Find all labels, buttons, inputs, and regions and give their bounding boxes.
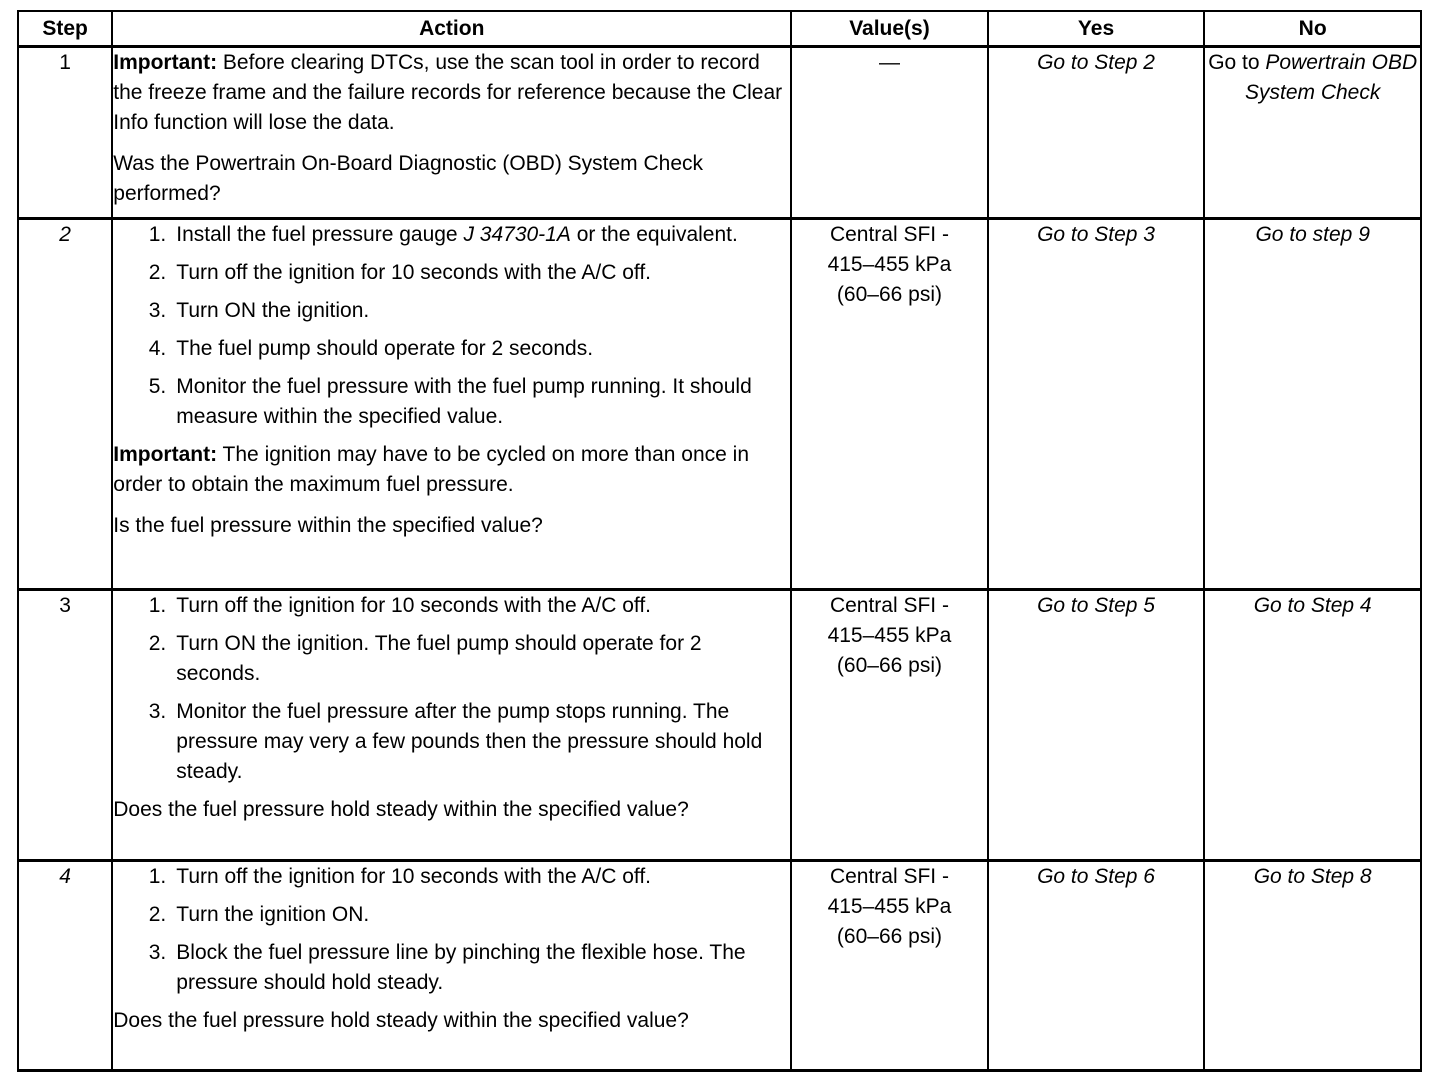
important-label: Important: [113,443,218,466]
step-number: 4 [18,861,112,1071]
substep-number: 3. [148,299,167,322]
list-item [113,900,790,930]
list-item [113,258,790,288]
no-cell[interactable] [1204,590,1421,861]
substep-text: Turn off the ignition for 10 seconds with the A/C off. [176,594,651,617]
substep-text: Turn off the ignition for 10 seconds with the A/C off. [176,261,651,284]
substep-number: 5. [148,375,167,398]
substep-text: Block the fuel pressure line by pinching the flexible hose. The pressure should hold steady. [176,941,746,994]
substep-text: Turn off the ignition for 10 seconds with the A/C off. [176,865,651,888]
action-cell [112,590,791,861]
yes-cell[interactable] [988,861,1205,1071]
substep-number: 1. [148,223,167,246]
header-action: Action [112,11,791,47]
substep-number: 2. [148,903,167,926]
list-item [113,862,790,892]
no-link[interactable]: Powertrain OBD System Check [1244,51,1418,104]
list-item [113,697,790,787]
important-text: The ignition may have to be cycled on more than once in order to obtain the maximum fuel pressure. [113,443,750,496]
yes-link[interactable]: Go to Step 6 [1037,865,1155,888]
no-link[interactable]: Go to Step 4 [1253,594,1372,617]
header-no: No [1204,11,1421,47]
value-line: 415–455 kPa [827,624,952,647]
header-values: Value(s) [791,11,988,47]
list-item [113,296,790,326]
diagnostic-table [17,10,1422,1072]
table-row [18,47,1421,219]
step-number: 2 [18,219,112,590]
substep-text-pre: Install the fuel pressure gauge [176,223,464,246]
substep-list [113,862,790,998]
list-item [113,334,790,364]
step-number: 3 [18,590,112,861]
substep-number: 1. [148,594,167,617]
important-text: Before clearing DTCs, use the scan tool in order to record the freeze frame and the failure records for reference because the Clear Info function will lose the data. [113,51,783,134]
substep-number: 2. [148,261,167,284]
important-note [113,48,790,138]
value-cell [791,590,988,861]
value-line: (60–66 psi) [836,925,942,948]
important-label: Important: [113,51,218,74]
substep-list [113,591,790,787]
value-line: 415–455 kPa [827,253,952,276]
value-line: Central SFI - [829,223,949,246]
substep-number: 3. [148,941,167,964]
list-item [113,629,790,689]
list-item [113,938,790,998]
substep-number: 3. [148,700,167,723]
table-row [18,590,1421,861]
substep-text-post: or the equivalent. [570,223,738,246]
value-line: 415–455 kPa [827,895,952,918]
no-cell[interactable] [1204,219,1421,590]
value-line: Central SFI - [829,594,949,617]
value-cell [791,861,988,1071]
yes-link[interactable]: Go to Step 5 [1037,594,1155,617]
yes-cell[interactable] [988,47,1205,219]
tool-number: J 34730-1A [463,223,571,246]
action-question: Does the fuel pressure hold steady within the specified value? [113,798,689,821]
list-item [113,220,790,250]
substep-text: Turn ON the ignition. [176,299,370,322]
substep-number: 2. [148,632,167,655]
yes-link[interactable]: Go to Step 2 [1037,51,1155,74]
substep-text: Turn ON the ignition. The fuel pump should operate for 2 seconds. [176,632,702,685]
action-cell [112,861,791,1071]
action-question: Is the fuel pressure within the specified value? [113,514,543,537]
value-cell: — [791,47,988,219]
important-note [113,440,790,500]
no-cell[interactable] [1204,47,1421,219]
yes-cell[interactable] [988,590,1205,861]
table-row [18,861,1421,1071]
header-step: Step [18,11,112,47]
no-link[interactable]: Go to Step 8 [1253,865,1372,888]
substep-text [176,220,790,250]
substep-number: 4. [148,337,167,360]
action-question: Was the Powertrain On-Board Diagnostic (OBD) System Check performed? [113,152,704,205]
list-item [113,591,790,621]
action-cell [112,47,791,219]
substep-text: Monitor the fuel pressure after the pump stops running. The pressure may very a few pounds then the pressure should hold steady. [176,700,763,783]
substep-number: 1. [148,865,167,888]
action-question: Does the fuel pressure hold steady within the specified value? [113,1009,689,1032]
substep-list [113,220,790,432]
substep-text: Monitor the fuel pressure with the fuel pump running. It should measure within the specified value. [176,375,752,428]
no-cell[interactable] [1204,861,1421,1071]
value-cell [791,219,988,590]
header-yes: Yes [988,11,1205,47]
action-cell [112,219,791,590]
table-row [18,219,1421,590]
header-row [18,11,1421,47]
no-link-prefix: Go to [1208,51,1266,74]
no-link[interactable]: Go to step 9 [1255,223,1370,246]
list-item [113,372,790,432]
step-number: 1 [18,47,112,219]
value-line: (60–66 psi) [836,283,942,306]
value-line: Central SFI - [829,865,949,888]
substep-text: Turn the ignition ON. [176,903,370,926]
value-line: (60–66 psi) [836,654,942,677]
yes-cell[interactable] [988,219,1205,590]
yes-link[interactable]: Go to Step 3 [1037,223,1155,246]
substep-text: The fuel pump should operate for 2 seconds. [176,337,594,360]
